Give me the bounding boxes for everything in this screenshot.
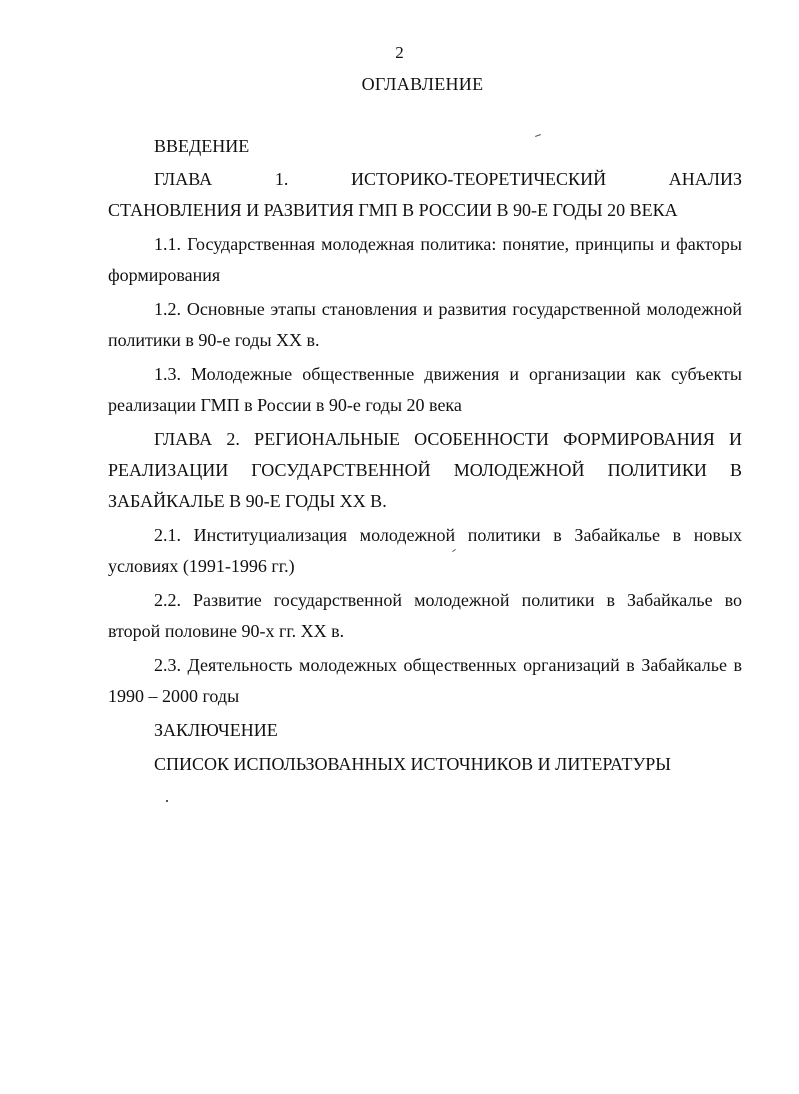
chapter1-title-line2: СТАНОВЛЕНИЯ И РАЗВИТИЯ ГМП В РОССИИ В 90-Е ГОДЫ 20 ВЕКА bbox=[108, 200, 678, 220]
chapter1-number: 1. bbox=[274, 169, 289, 189]
toc-section-1-3: 1.3. Молодежные общественные движения и организации как субъекты реализации ГМП в России в 90-е годы 20 века bbox=[108, 364, 742, 415]
toc-introduction: ВВЕДЕНИЕ bbox=[154, 136, 250, 156]
toc-section-1-2: 1.2. Основные этапы становления и развития государственной молодежной политики в 90-е годы XX в. bbox=[108, 299, 742, 350]
toc-section-2-1: 2.1. Институциализация молодежной политики в Забайкалье в новых условиях (1991-1996 гг.) bbox=[108, 525, 742, 576]
table-of-contents bbox=[108, 131, 742, 780]
toc-chapter1-heading bbox=[108, 164, 742, 195]
toc-chapter2-title: ГЛАВА 2. РЕГИОНАЛЬНЫЕ ОСОБЕННОСТИ ФОРМИРОВАНИЯ И РЕАЛИЗАЦИИ ГОСУДАРСТВЕННОЙ МОЛОДЕЖНОЙ ПОЛИТИКИ В ЗАБАЙКАЛЬЕ В 90-Е ГОДЫ XX В. bbox=[108, 429, 742, 511]
page-number: 2 bbox=[395, 43, 404, 62]
chapter1-title-part2: АНАЛИЗ bbox=[668, 169, 742, 189]
page-title: ОГЛАВЛЕНИЕ bbox=[361, 74, 484, 94]
toc-section-2-3: 2.3. Деятельность молодежных общественных организаций в Забайкалье в 1990 – 2000 годы bbox=[108, 655, 742, 706]
toc-section-2-2: 2.2. Развитие государственной молодежной политики в Забайкалье во второй половине 90-х гг. XX в. bbox=[108, 590, 742, 641]
chapter1-title-part1: ИСТОРИКО-ТЕОРЕТИЧЕСКИЙ bbox=[351, 169, 607, 189]
toc-section-1-1: 1.1. Государственная молодежная политика: понятие, принципы и факторы формирования bbox=[108, 234, 742, 285]
chapter1-word: ГЛАВА bbox=[154, 169, 213, 189]
toc-references: СПИСОК ИСПОЛЬЗОВАННЫХ ИСТОЧНИКОВ И ЛИТЕРАТУРЫ bbox=[154, 754, 671, 774]
scan-speck bbox=[166, 800, 168, 802]
toc-conclusion: ЗАКЛЮЧЕНИЕ bbox=[154, 720, 278, 740]
